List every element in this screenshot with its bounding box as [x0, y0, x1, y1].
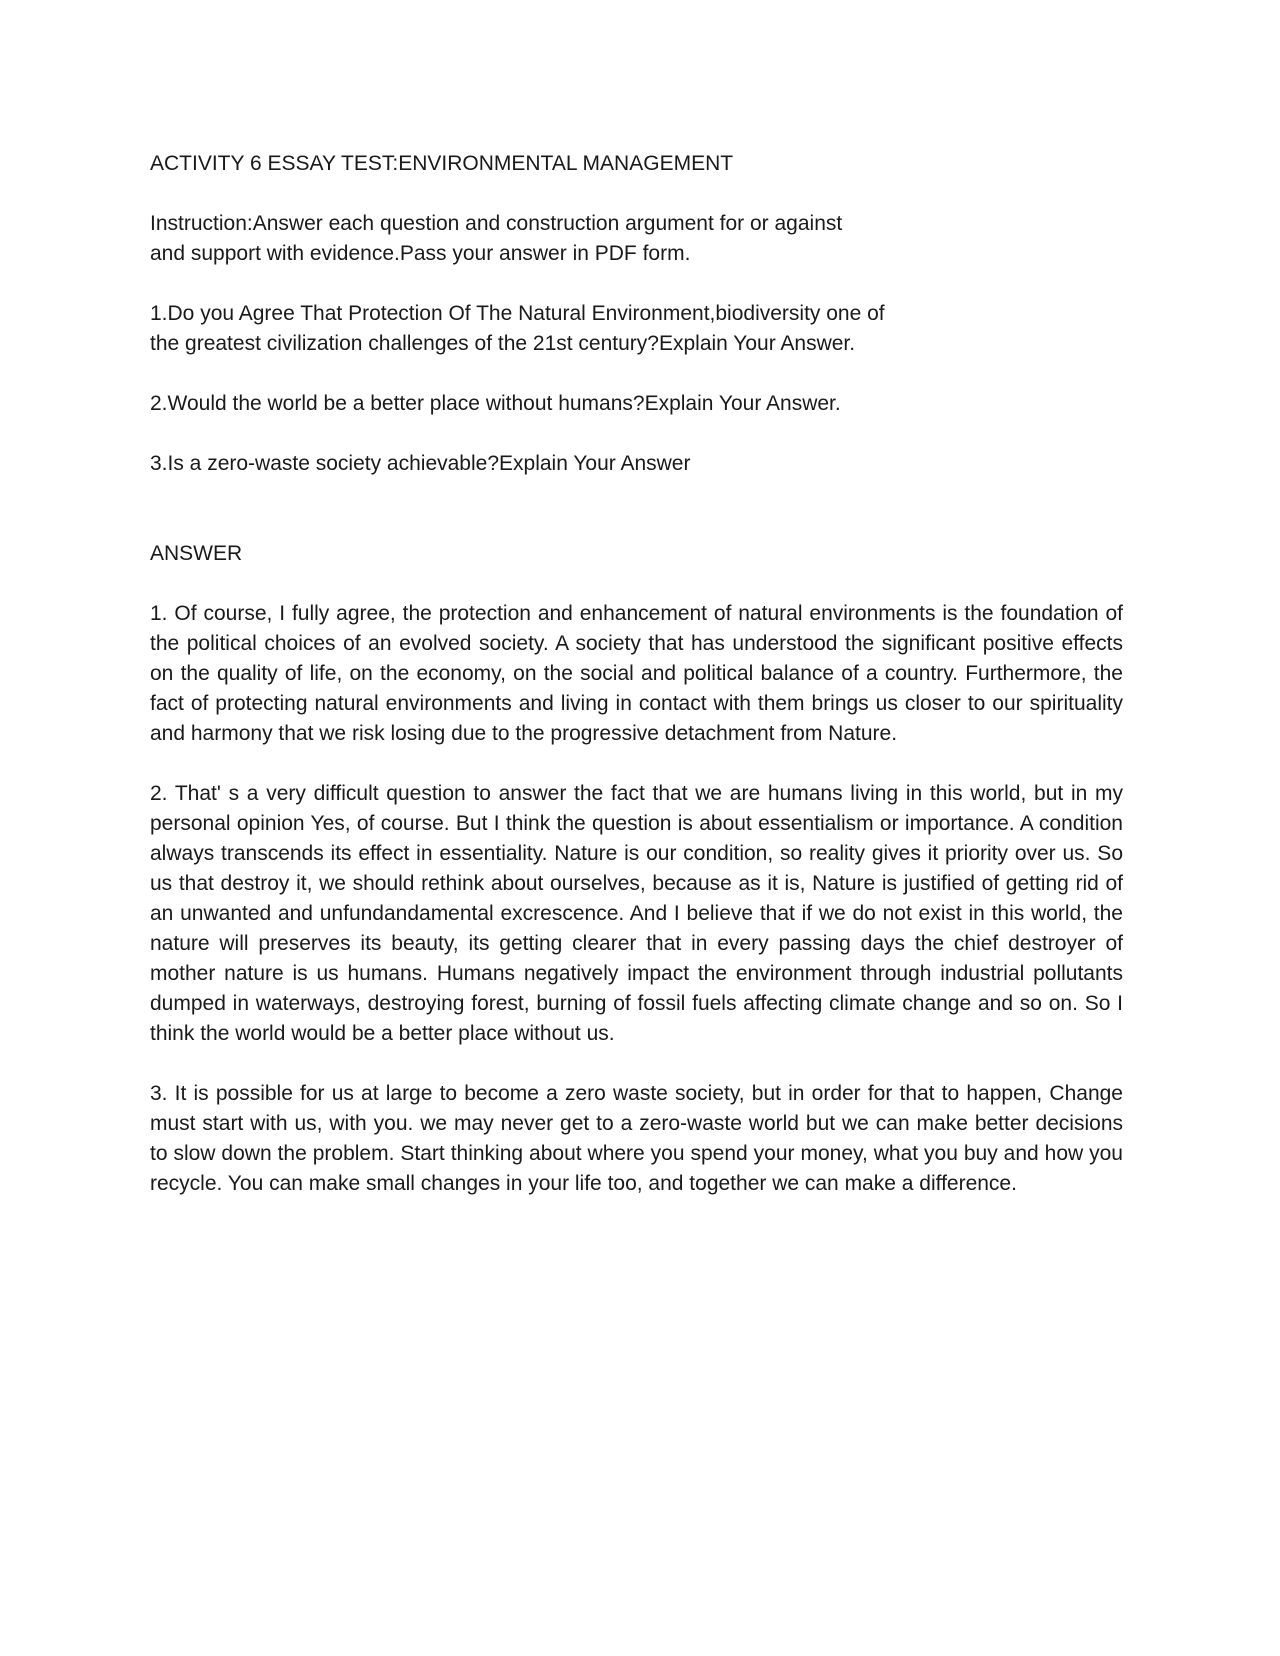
question-1: [150, 299, 970, 359]
document-body: [150, 149, 1123, 1229]
question-line: 3.Is a zero-waste society achievable?Explain Your Answer: [150, 452, 691, 475]
answer-1: 1. Of course, I fully agree, the protection and enhancement of natural environments is the foundation of the political choices of an evolved society. A society that has understood the significant positive effects on the quality of life, on the economy, on the social and political balance of a country. Furthermore, the fact of protecting natural environments and living in contact with them brings us closer to our spirituality and harmony that we risk losing due to the progressive detachment from Nature.: [150, 602, 1123, 745]
question-line: 2.Would the world be a better place without humans?Explain Your Answer.: [150, 392, 841, 415]
instruction-line: Instruction:Answer each question and construction argument for or against: [150, 212, 843, 235]
question-line: 1.Do you Agree That Protection Of The Natural Environment,biodiversity one of: [150, 302, 885, 325]
question-3: [150, 449, 970, 479]
answer-3: 3. It is possible for us at large to become a zero waste society, but in order for that to happen, Change must start with us, with you. we may never get to a zero-waste world but we can make better decisions to slow down the problem. Start thinking about where you spend your money, what you buy and how you recycle. You can make small changes in your life too, and together we can make a difference.: [150, 1082, 1123, 1195]
section-spacer: [150, 509, 1123, 539]
answer-heading: ANSWER: [150, 542, 243, 565]
document-title: ACTIVITY 6 ESSAY TEST:ENVIRONMENTAL MANAGEMENT: [150, 152, 734, 175]
question-line: the greatest civilization challenges of the 21st century?Explain Your Answer.: [150, 332, 856, 355]
instruction-line: and support with evidence.Pass your answer in PDF form.: [150, 242, 691, 265]
answer-2: 2. That' s a very difficult question to answer the fact that we are humans living in this world, but in my personal opinion Yes, of course. But I think the question is about essentialism or importance. A condition always transcends its effect in essentiality. Nature is our condition, so reality gives it priority over us. So us that destroy it, we should rethink about ourselves, because as it is, Nature is justified of getting rid of an unwanted and unfundandamental excrescence. And I believe that if we do not exist in this world, the nature will preserves its beauty, its getting clearer that in every passing days the chief destroyer of mother nature is us humans. Humans negatively impact the environment through industrial pollutants dumped in waterways, destroying forest, burning of fossil fuels affecting climate change and so on. So I think the world would be a better place without us.: [150, 782, 1123, 1045]
instruction-paragraph: [150, 209, 970, 269]
question-2: [150, 389, 970, 419]
